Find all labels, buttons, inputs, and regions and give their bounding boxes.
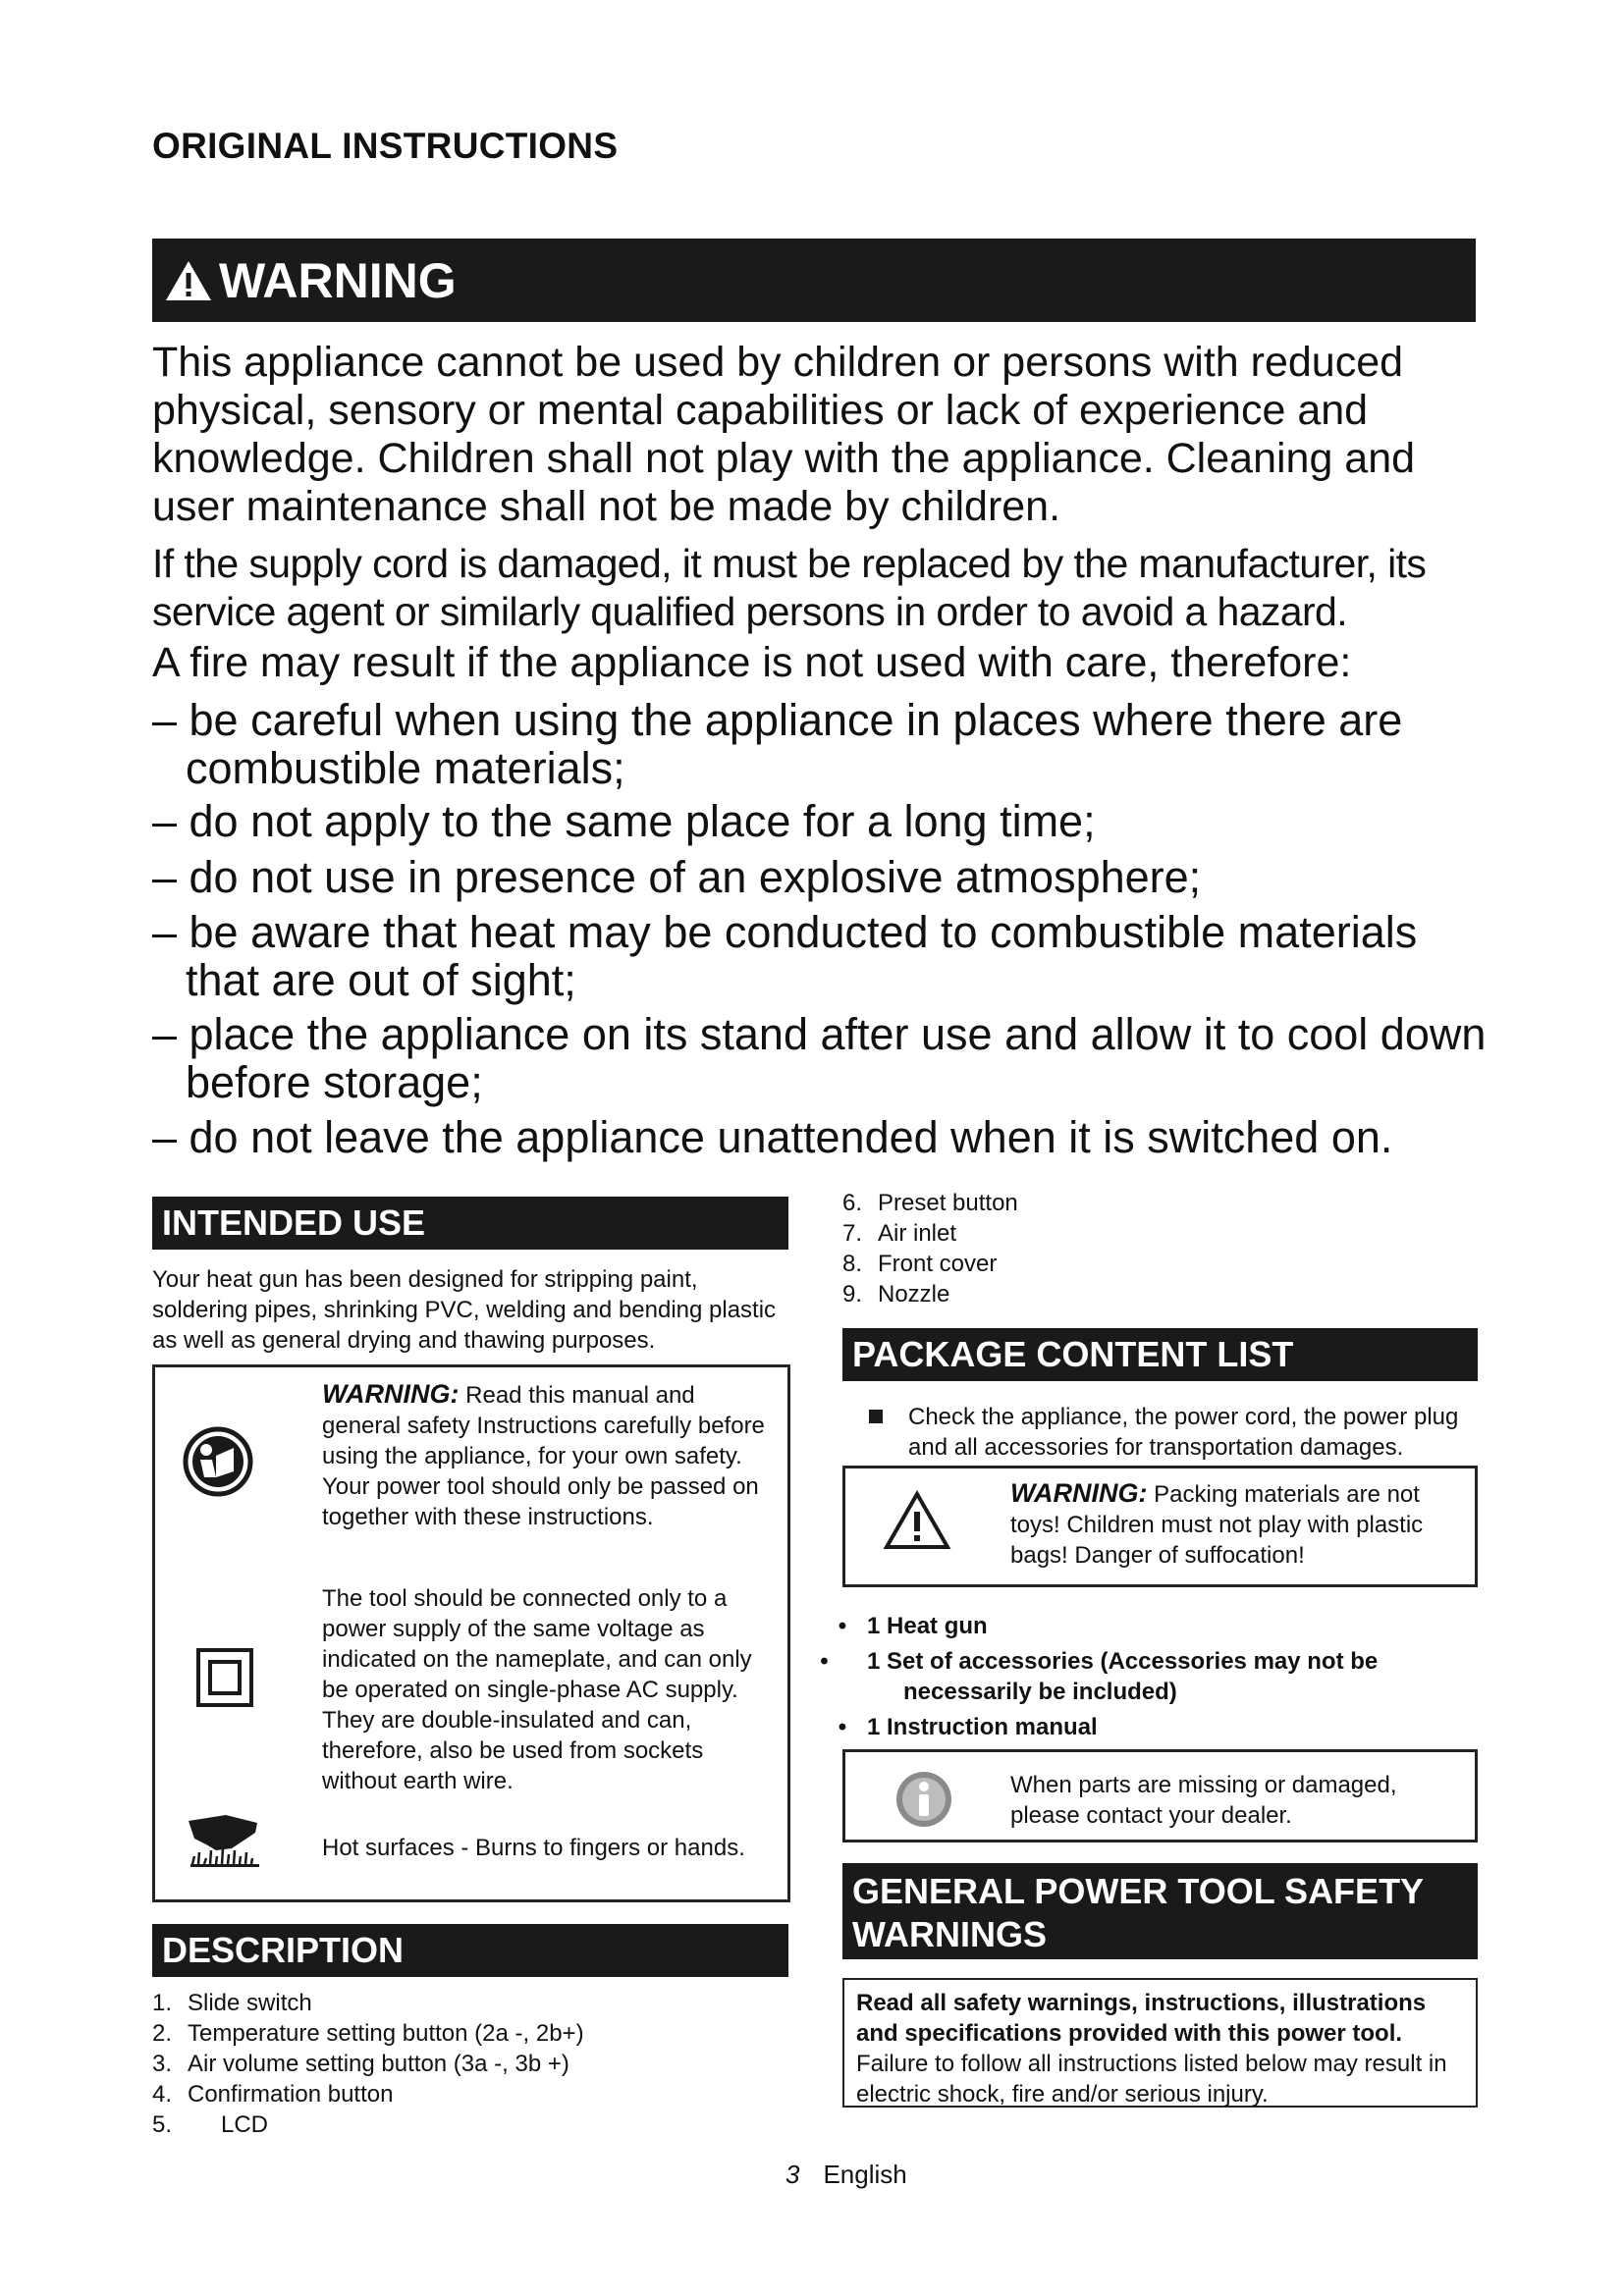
read-manual-text xyxy=(322,1379,774,1532)
page-footer xyxy=(785,2160,907,2190)
warning-paragraph-2: If the supply cord is damaged, it must be replaced by the manufacturer, its service agent or similarly qualified persons in order to avoid a hazard. xyxy=(152,541,1427,634)
square-bullet-icon xyxy=(869,1410,883,1423)
warning-bullet: – place the appliance on its stand after use and allow it to cool down before storage; xyxy=(152,1009,1487,1107)
safety-bold-text: Read all safety warnings, instructions, illustrations and specifications provided with this power tool. xyxy=(856,1990,1427,2047)
safety-text xyxy=(856,1988,1465,2109)
page-number: 3 xyxy=(785,2160,800,2189)
warning-label: WARNING: xyxy=(1010,1478,1148,1508)
warning-bullet: – be careful when using the appliance in places where there are combustible materials; xyxy=(152,695,1403,793)
warning-triangle-icon xyxy=(883,1490,951,1551)
footer-language: English xyxy=(823,2160,907,2189)
list-item: • 1 Instruction manual xyxy=(838,1714,1098,1740)
description-heading: DESCRIPTION xyxy=(152,1924,788,1977)
warning-heading: WARNING xyxy=(219,252,457,308)
info-box xyxy=(842,1749,1478,1842)
warning-bullet: – do not leave the appliance unattended when it is switched on. xyxy=(152,1112,1393,1162)
list-item: 8. Front cover xyxy=(842,1251,998,1277)
info-icon xyxy=(894,1770,953,1829)
warning-bullet: – do not use in presence of an explosive atmosphere; xyxy=(152,852,1202,902)
hot-surface-text: Hot surfaces - Burns to fingers or hands. xyxy=(322,1835,745,1861)
list-item: 9. Nozzle xyxy=(842,1281,950,1308)
packaging-warning-text xyxy=(1010,1478,1462,1571)
warning-paragraph-3: A fire may result if the appliance is not used with care, therefore: xyxy=(152,639,1352,686)
description-list-continued xyxy=(842,1188,1471,1309)
packaging-warning-box xyxy=(842,1466,1478,1587)
list-item: 2. Temperature setting button (2a -, 2b+) xyxy=(152,2020,584,2047)
list-item: • 1 Set of accessories (Accessories may not be necessarily be included) xyxy=(820,1648,1379,1705)
warning-paragraph-1: This appliance cannot be used by children or persons with reduced physical, sensory or mental capabilities or lack of experience and knowledge. Children shall not play with the appliance. Cleaning and user maintenance shall not be made by children. xyxy=(152,339,1416,530)
warning-bullet: – do not apply to the same place for a long time; xyxy=(152,796,1096,846)
package-items xyxy=(820,1611,1471,1742)
warning-label: WARNING: xyxy=(322,1379,460,1409)
warning-text: Packing materials are not toys! Children must not play with plastic bags! Danger of suffocation! xyxy=(1010,1481,1424,1569)
safety-symbols-box xyxy=(152,1364,790,1902)
package-check-text: Check the appliance, the power cord, the power plug and all accessories for transportation damages. xyxy=(908,1404,1459,1461)
list-item: 3. Air volume setting button (3a -, 3b +) xyxy=(152,2051,569,2077)
info-text: When parts are missing or damaged, please contact your dealer. xyxy=(1010,1772,1397,1829)
list-item: 5. LCD xyxy=(152,2111,269,2138)
list-item: 4. Confirmation button xyxy=(152,2081,394,2108)
list-item: • 1 Heat gun xyxy=(838,1613,988,1639)
package-heading: PACKAGE CONTENT LIST xyxy=(842,1328,1478,1381)
document-title: ORIGINAL INSTRUCTIONS xyxy=(152,126,619,166)
safety-box xyxy=(842,1978,1478,2108)
safety-regular-text: Failure to follow all instructions listed below may result in electric shock, fire and/or serious injury. xyxy=(856,2051,1447,2108)
intended-use-text: Your heat gun has been designed for stripping paint, soldering pipes, shrinking PVC, welding and bending plastic as well as general drying and thawing purposes. xyxy=(152,1266,777,1354)
warning-triangle-icon xyxy=(164,259,213,302)
warning-banner xyxy=(152,239,1476,322)
read-manual-icon xyxy=(183,1426,253,1497)
double-insulation-icon xyxy=(196,1648,253,1707)
description-list xyxy=(152,1988,781,2140)
list-item: 1. Slide switch xyxy=(152,1990,312,2016)
package-check xyxy=(869,1402,1497,1463)
list-item: 6. Preset button xyxy=(842,1190,1018,1216)
warning-text: Read this manual and general safety Instructions carefully before using the appliance, for your own safety. Your power tool should only be passed on together with these instructions. xyxy=(322,1382,765,1530)
intended-use-heading: INTENDED USE xyxy=(152,1197,788,1250)
hot-surface-icon xyxy=(187,1809,263,1888)
safety-heading: GENERAL POWER TOOL SAFETY WARNINGS xyxy=(842,1863,1478,1959)
class2-text: The tool should be connected only to a power supply of the same voltage as indicated on the nameplate, and can only be operated on single-phase AC supply. They are double-insulated and can, therefore, also be used from sockets without earth wire. xyxy=(322,1585,752,1794)
list-item: 7. Air inlet xyxy=(842,1220,957,1247)
warning-bullet: – be aware that heat may be conducted to combustible materials that are out of sight; xyxy=(152,907,1418,1005)
